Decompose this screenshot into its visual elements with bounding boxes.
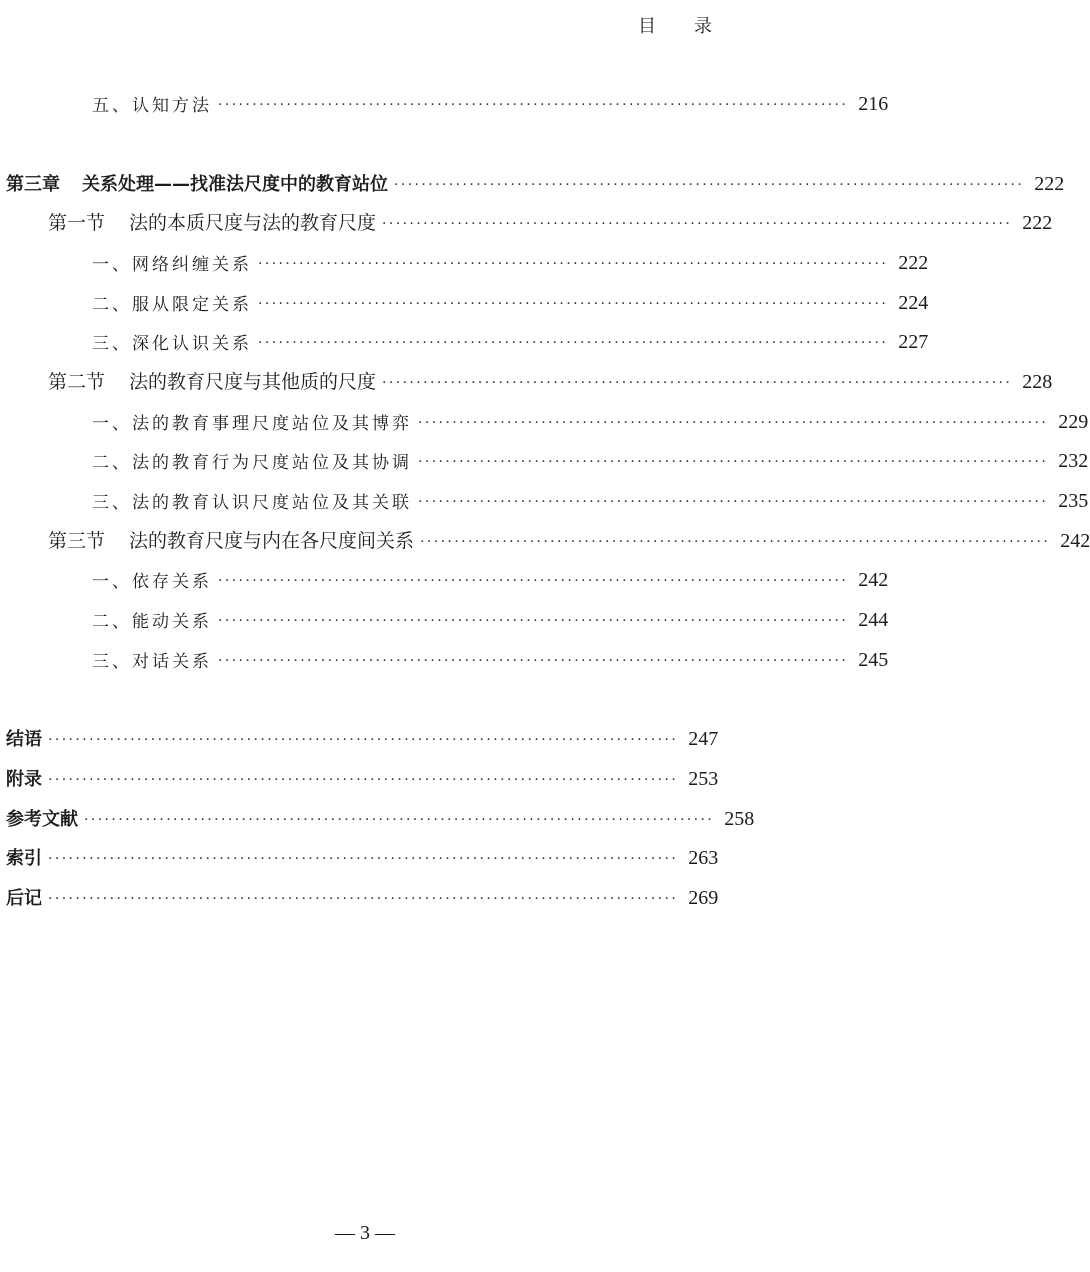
- toc-entry-label: [92, 329, 252, 354]
- toc-entry-page: 242: [858, 569, 889, 591]
- toc-entry-backmatter[interactable]: [0, 799, 755, 831]
- toc-entry-title: 网络纠缠关系: [132, 255, 252, 275]
- toc-entry-number: 五、: [92, 96, 132, 116]
- toc-entry-page: 222: [898, 252, 929, 274]
- dot-leader: ····························································································: [258, 335, 889, 351]
- toc-entry[interactable]: [0, 283, 929, 315]
- toc-entry-title: 能动关系: [132, 612, 212, 632]
- toc-entry-backmatter[interactable]: [0, 878, 718, 910]
- dot-leader: ····························································································: [418, 415, 1049, 431]
- dot-leader: ····························································································: [218, 97, 849, 113]
- toc-entry-number: 第二节: [48, 371, 106, 393]
- toc-entry-title: 参考文献: [6, 809, 78, 830]
- toc-entry-label: [92, 647, 212, 672]
- page-number: — 3 —: [335, 1222, 395, 1244]
- toc-entry-number: 三、: [92, 334, 132, 354]
- toc-entry-label: [92, 290, 252, 315]
- toc-entry-page: 269: [688, 887, 719, 909]
- running-head: [638, 12, 712, 38]
- toc-entry-number: 一、: [92, 572, 132, 592]
- toc-entry-title: 附录: [6, 769, 42, 790]
- toc-entry-page: 232: [1058, 450, 1089, 472]
- toc-entry-title: 法的教育行为尺度站位及其协调: [132, 453, 412, 473]
- toc-entry[interactable]: [0, 560, 889, 592]
- running-head-char-1: 目: [638, 16, 656, 37]
- toc-entry-title: 对话关系: [132, 652, 212, 672]
- toc-entry-label: [92, 607, 212, 632]
- toc-entry-page: 222: [1022, 212, 1053, 234]
- toc-entry-page: 216: [858, 93, 889, 115]
- toc-entry-backmatter[interactable]: [0, 759, 718, 791]
- dot-leader: ····························································································: [218, 613, 849, 629]
- toc-entry-page: 228: [1022, 371, 1053, 393]
- toc-entry-title: 法的教育尺度与内在各尺度间关系: [129, 530, 415, 552]
- toc-entry-title: 关系处理——找准法尺度中的教育站位: [82, 174, 388, 195]
- dot-leader: ····························································································: [394, 177, 1025, 193]
- toc-entry[interactable]: [0, 322, 929, 354]
- toc-entry-title: 认知方法: [132, 96, 212, 116]
- toc-entry[interactable]: [0, 600, 889, 632]
- toc-entry-page: 224: [898, 292, 929, 314]
- toc-entry-page: 222: [1034, 173, 1065, 195]
- running-head-char-2: 录: [694, 16, 712, 37]
- toc-entry-number: 二、: [92, 453, 132, 473]
- dot-leader: ····························································································: [218, 653, 849, 669]
- dot-leader: ····························································································: [48, 851, 679, 867]
- toc-entry-title: 深化认识关系: [132, 334, 252, 354]
- toc-entry-page: 242: [1060, 530, 1090, 552]
- toc-entry-page: 235: [1058, 490, 1089, 512]
- toc-entry-chapter[interactable]: [0, 164, 1065, 196]
- toc-entry-page: 253: [688, 768, 719, 790]
- toc-entry-title: 服从限定关系: [132, 295, 252, 315]
- toc-entry-title: 索引: [6, 848, 42, 869]
- toc-entry-title: 后记: [6, 888, 42, 909]
- toc-entry-page: 244: [858, 609, 889, 631]
- dot-leader: ····························································································: [258, 256, 889, 272]
- toc-entry-label: [92, 448, 412, 473]
- toc-entry-label: [92, 567, 212, 592]
- dot-leader: ····························································································: [218, 573, 849, 589]
- dot-leader: ····························································································: [418, 494, 1049, 510]
- toc-entry-number: 二、: [92, 295, 132, 315]
- toc-entry-number: 第一节: [48, 212, 106, 234]
- toc-entry[interactable]: [0, 640, 889, 672]
- toc-entry-number: 一、: [92, 255, 132, 275]
- toc-entry-backmatter[interactable]: [0, 719, 718, 751]
- toc-entry-title: 法的教育认识尺度站位及其关联: [132, 493, 412, 513]
- dot-leader: ····························································································: [382, 375, 1013, 391]
- dot-leader: ····························································································: [420, 534, 1051, 550]
- toc-entry-backmatter[interactable]: [0, 838, 718, 870]
- toc-entry-page: 263: [688, 847, 719, 869]
- toc-entry-number: 三、: [92, 652, 132, 672]
- toc-entry-label: [92, 250, 252, 275]
- toc-entry-title: 法的教育尺度与其他质的尺度: [129, 371, 377, 393]
- toc-entry-title: 依存关系: [132, 572, 212, 592]
- toc-entry-number: 二、: [92, 612, 132, 632]
- toc-entry-number: 一、: [92, 414, 132, 434]
- toc-entry[interactable]: [0, 402, 1089, 434]
- dot-leader: ····························································································: [48, 772, 679, 788]
- toc-entry-label: [92, 409, 412, 434]
- toc-entry[interactable]: [0, 243, 929, 275]
- dot-leader: ····························································································: [418, 454, 1049, 470]
- toc-entry-label: [6, 170, 388, 196]
- toc-entry-number: 三、: [92, 493, 132, 513]
- toc-entry-number: 第三章: [6, 174, 60, 195]
- toc-entry-page: 258: [724, 808, 755, 830]
- toc-entry-title: 法的本质尺度与法的教育尺度: [129, 212, 377, 234]
- toc-entry-page: 227: [898, 331, 929, 353]
- toc-entry-section[interactable]: [0, 362, 1053, 394]
- dot-leader: ····························································································: [258, 296, 889, 312]
- toc-entry-section[interactable]: [0, 521, 1090, 553]
- toc-entry-title: 结语: [6, 729, 42, 750]
- toc-entry-label: [48, 367, 376, 394]
- toc-entry-section[interactable]: [0, 203, 1053, 235]
- toc-entry-label: [92, 488, 412, 513]
- toc-entry-label: [92, 91, 212, 116]
- toc-entry-page: 245: [858, 649, 889, 671]
- toc-entry-title: 法的教育事理尺度站位及其博弈: [132, 414, 412, 434]
- dot-leader: ····························································································: [382, 216, 1013, 232]
- toc-entry-label: [48, 208, 376, 235]
- toc-entry-page: 229: [1058, 411, 1089, 433]
- toc-entry[interactable]: [0, 481, 1089, 513]
- toc-entry[interactable]: [0, 441, 1089, 473]
- dot-leader: ····························································································: [48, 891, 679, 907]
- toc-entry[interactable]: [0, 84, 889, 116]
- toc-entry-label: [48, 526, 414, 553]
- dot-leader: ····························································································: [48, 732, 679, 748]
- toc-entry-number: 第三节: [48, 530, 106, 552]
- toc-entry-page: 247: [688, 728, 719, 750]
- dot-leader: ····························································································: [84, 812, 715, 828]
